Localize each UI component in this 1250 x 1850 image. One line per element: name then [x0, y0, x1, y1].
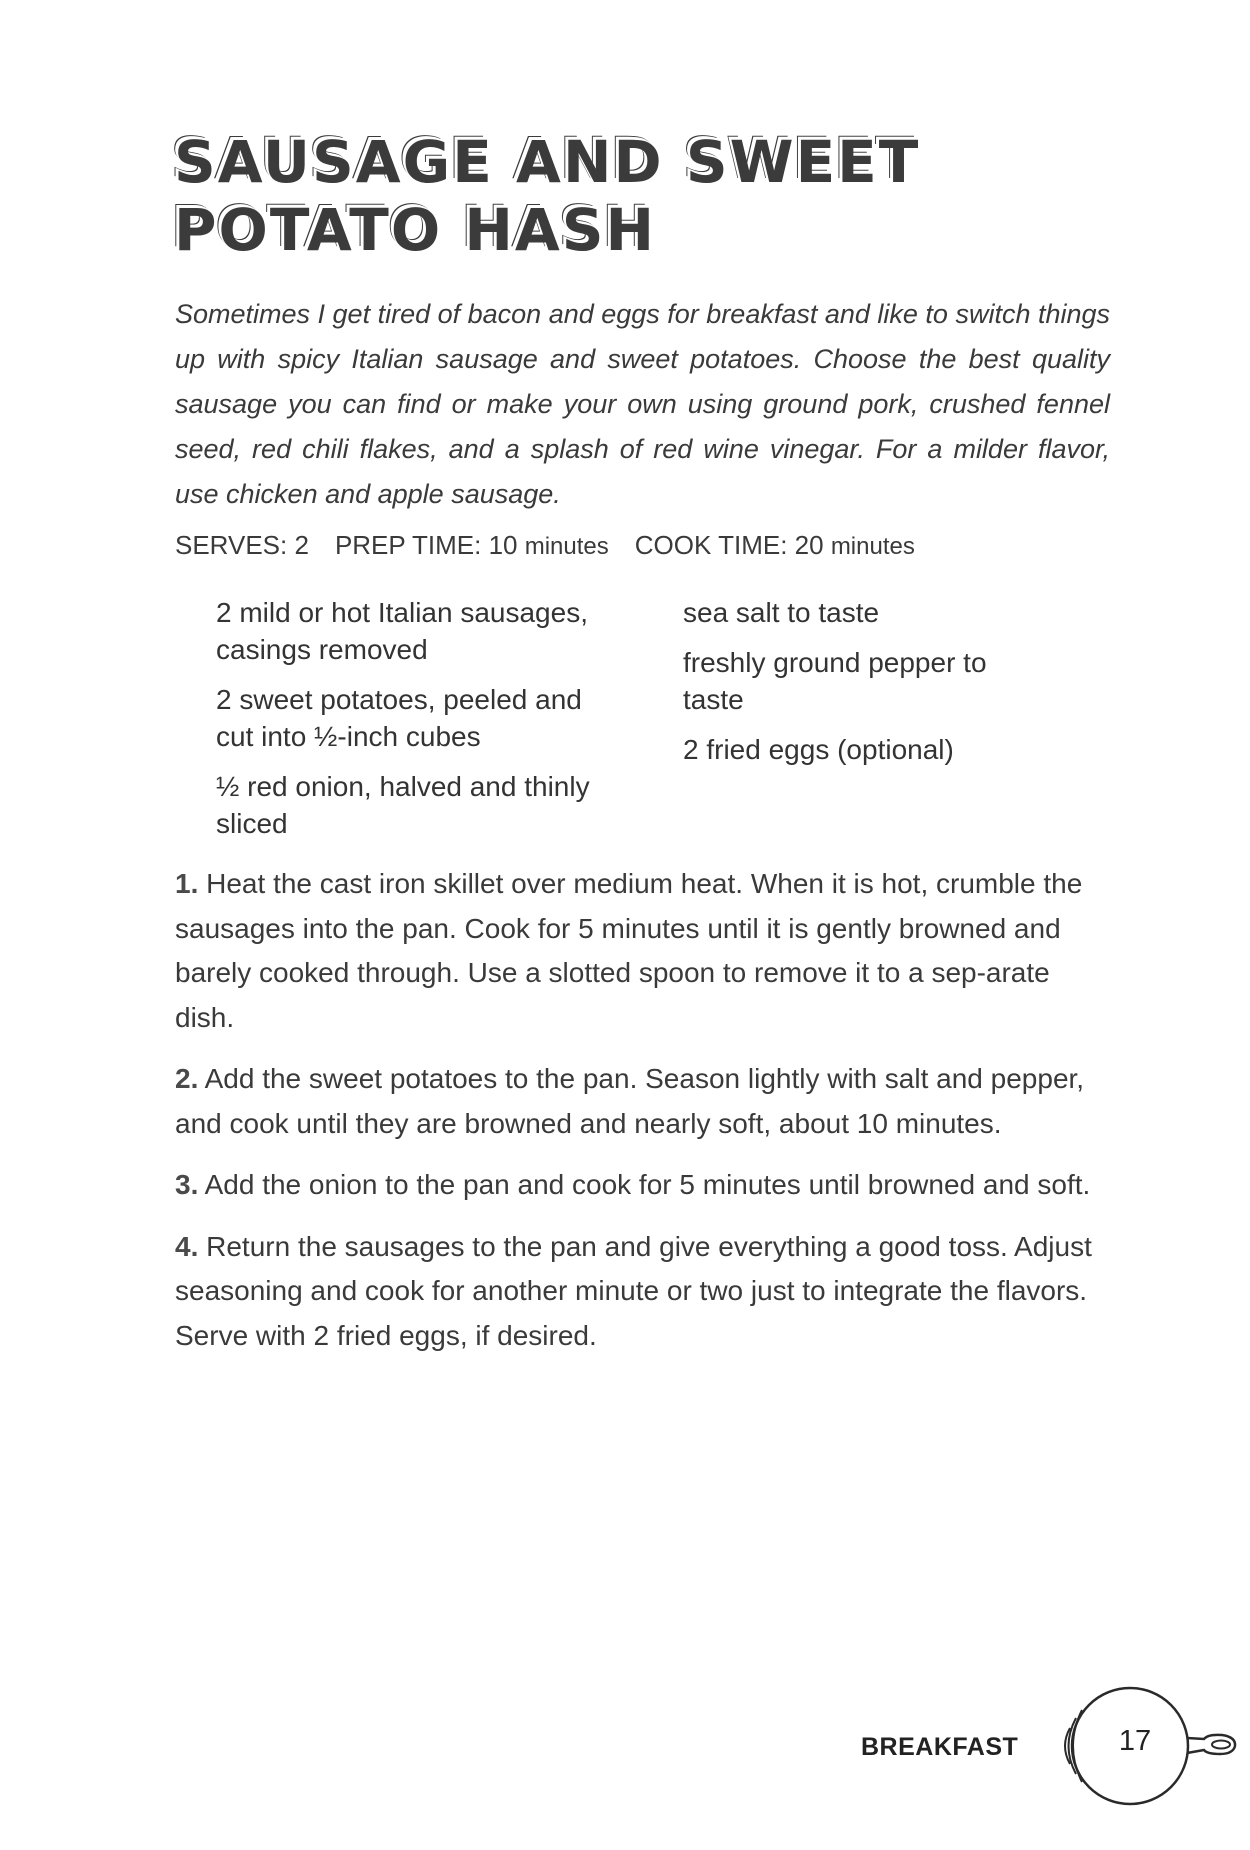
page-number: 17 [1118, 1725, 1152, 1757]
ingredients-left-column [216, 594, 616, 855]
step-text: Heat the cast iron skillet over medium heat. When it is hot, crumble the sausages into the pan. Cook for 5 minutes until it is gently browned and barely cooked through. Use a slotted spoon to remove it to a sep-arate dish. [175, 868, 1083, 1033]
ingredient-item: freshly ground pepper to taste [683, 647, 987, 715]
ingredient-item: 2 sweet potatoes, peeled and cut into ½-inch cubes [216, 684, 582, 752]
ingredients-right-column [683, 594, 1043, 781]
step-text: Return the sausages to the pan and give everything a good toss. Adjust seasoning and cook for another minute or two just to integrate the flavors. Serve with 2 fried eggs, if desired. [175, 1230, 1092, 1351]
step-4 [175, 1225, 1110, 1359]
ingredient-item: sea salt to taste [683, 597, 880, 628]
step-number: 3. [175, 1169, 199, 1200]
recipe-meta [175, 530, 915, 561]
step-1 [175, 862, 1110, 1040]
recipe-title-line-2: POTATO HASH [174, 196, 657, 264]
ingredient-item: ½ red onion, halved and thinly sliced [216, 771, 590, 839]
recipe-title [174, 128, 1074, 264]
recipe-intro: Sometimes I get tired of bacon and eggs for breakfast and like to switch things up with spicy Italian sausage and sweet potatoes. Choose the best quality sausage you can find or make your own using ground pork, crushed fennel seed, red chili flakes, and a splash of red wine vinegar. For a milder flavor, use chicken and apple sausage. [175, 299, 1111, 509]
prep-time-unit: minutes [524, 533, 609, 560]
step-text: Add the onion to the pan and cook for 5 minutes until browned and soft. [204, 1169, 1091, 1200]
cook-time-unit: minutes [830, 533, 915, 560]
step-number: 1. [175, 868, 199, 899]
step-text: Add the sweet potatoes to the pan. Season lightly with salt and pepper, and cook until they are browned and nearly soft, about 10 minutes. [175, 1063, 1085, 1139]
recipe-title-line-1: SAUSAGE AND SWEET [174, 128, 921, 196]
prep-time-label: PREP TIME: 10 [334, 530, 518, 560]
step-number: 2. [175, 1063, 199, 1094]
step-number: 4. [175, 1230, 199, 1262]
step-3 [175, 1163, 1110, 1208]
recipe-steps [175, 862, 1110, 1375]
serves: SERVES: 2 [175, 530, 309, 560]
cook-time-label: COOK TIME: 20 [634, 530, 824, 560]
section-label: BREAKFAST [861, 1733, 1019, 1761]
ingredient-item: 2 fried eggs (optional) [683, 734, 954, 765]
ingredient-item: 2 mild or hot Italian sausages, casings removed [216, 597, 588, 665]
step-2 [175, 1057, 1110, 1146]
